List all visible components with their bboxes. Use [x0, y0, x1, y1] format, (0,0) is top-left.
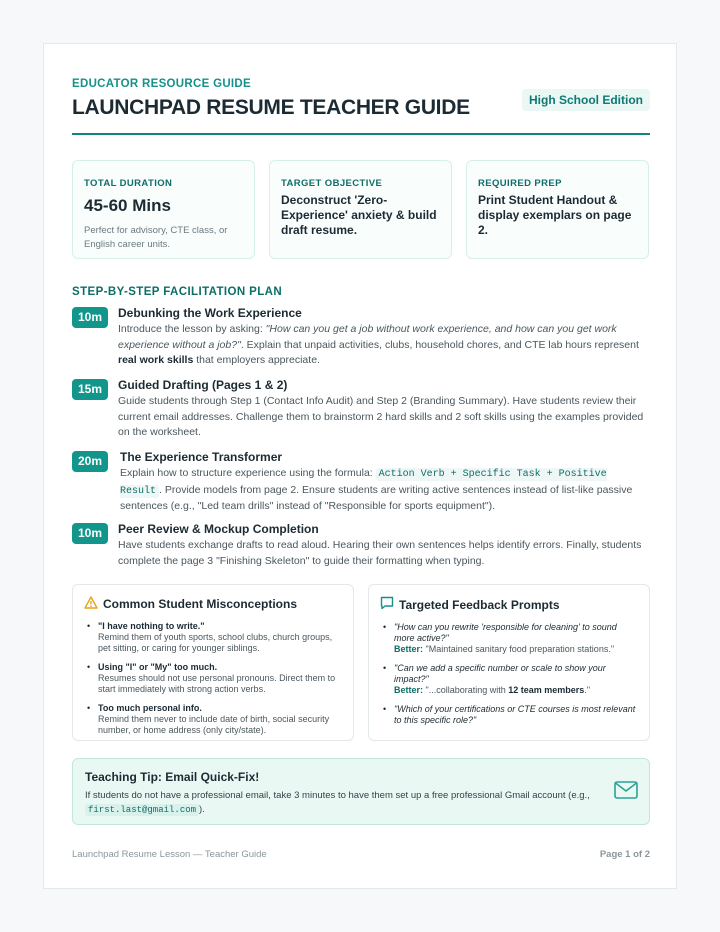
step-title: Debunking the Work Experience — [118, 306, 302, 320]
misconceptions-box — [72, 584, 354, 741]
emphasis-text: real work skills — [118, 354, 194, 366]
objective-card — [269, 160, 452, 259]
objective-text: Deconstruct 'Zero-Experience' anxiety & build draft resume. — [281, 193, 437, 237]
speech-bubble-icon — [380, 596, 394, 613]
page-content — [72, 78, 650, 860]
eyebrow-label: EDUCATOR RESOURCE GUIDE — [72, 78, 251, 90]
list-item: • Too much personal info. Remind them never to include date of birth, social security number, or home address (only city/state). — [84, 703, 342, 736]
feedback-list — [380, 622, 638, 726]
teaching-tip-callout — [72, 758, 650, 825]
document-page — [43, 43, 677, 889]
list-item: • "Can we add a specific number or scale to show your impact?" Better: "...collaborating with 12 team members." — [380, 663, 638, 696]
footer-title: Launchpad Resume Lesson — Teacher Guide — [72, 849, 267, 860]
list-item: • "Which of your certifications or CTE courses is most relevant to this specific role?" — [380, 704, 638, 726]
section-heading: STEP-BY-STEP FACILITATION PLAN — [72, 286, 283, 298]
step-quote: "How can you get a job without work experience, and how can you get work experience without a job?" — [118, 323, 617, 351]
title-divider — [72, 133, 650, 135]
duration-card — [72, 160, 255, 259]
step-text: Have students exchange drafts to read aloud. Hearing their own sentences helps identify errors. Finally, students complete the page 3 "Finishing Skeleton" to guide their formatting when typing. — [118, 539, 642, 567]
summary-cards — [72, 160, 650, 259]
edition-badge: High School Edition — [522, 89, 650, 111]
time-badge: 10m — [72, 523, 108, 544]
step-text: Explain how to structure experience using the formula: Action Verb + Specific Task + Positive Result . Provide models from page 2. Ensure students are writing active sentences instead of list-like passive sentences (e.g., "Led team drills" instead of "Responsible for sports equipment"). — [120, 467, 633, 512]
time-badge: 20m — [72, 451, 108, 472]
step-title: Peer Review & Mockup Completion — [118, 522, 319, 536]
page-number: Page 1 of 2 — [599, 849, 650, 860]
step-title: The Experience Transformer — [120, 450, 283, 464]
step-text: Introduce the lesson by asking: "How can you get a job without work experience, and how can you get work experience without a job?". Explain that unpaid activities, clubs, household chores, and CTE lab hours represent real work skills that employers appreciate. — [118, 323, 639, 366]
page-title: LAUNCHPAD RESUME TEACHER GUIDE — [72, 96, 470, 119]
email-example: first.last@gmail.com — [85, 804, 199, 816]
card-label: TARGET OBJECTIVE — [281, 178, 383, 189]
feedback-title: Targeted Feedback Prompts — [380, 596, 638, 613]
formula-code: Action Verb + Specific Task + Positive Result — [120, 469, 607, 497]
feedback-box — [368, 584, 650, 741]
warning-icon — [84, 596, 98, 612]
list-item: • "How can you rewrite 'responsible for cleaning' to sound more active?" Better: "Maintained sanitary food preparation stations." — [380, 622, 638, 655]
duration-value: 45-60 Mins — [84, 196, 171, 215]
list-item: • "I have nothing to write." Remind them of youth sports, school clubs, church groups, pet sitting, or caring for younger siblings. — [84, 621, 342, 654]
prep-card — [466, 160, 649, 259]
misconceptions-list — [84, 621, 342, 736]
step-text: Guide students through Step 1 (Contact Info Audit) and Step 2 (Branding Summary). Have students review their current email addresses. Challenge them to brainstorm 2 hard skills and 2 soft skills using the examples provided on the worksheet. — [118, 395, 644, 438]
tip-title: Teaching Tip: Email Quick-Fix! — [85, 770, 260, 784]
list-item: • Using "I" or "My" too much. Resumes should not use personal pronouns. Direct them to start immediately with strong action verbs. — [84, 662, 342, 695]
envelope-icon — [614, 781, 638, 804]
duration-note: Perfect for advisory, CTE class, or English career units. — [84, 225, 228, 250]
card-label: REQUIRED PREP — [478, 178, 562, 189]
card-label: TOTAL DURATION — [84, 178, 173, 189]
time-badge: 15m — [72, 379, 108, 400]
time-badge: 10m — [72, 307, 108, 328]
misconceptions-title: Common Student Misconceptions — [84, 596, 342, 612]
step-title: Guided Drafting (Pages 1 & 2) — [118, 378, 288, 392]
prep-text: Print Student Handout & display exemplars on page 2. — [478, 193, 632, 237]
tip-text: If students do not have a professional email, take 3 minutes to have them set up a free professional Gmail account (e.g., first.last@gmail.com ). — [85, 790, 590, 815]
